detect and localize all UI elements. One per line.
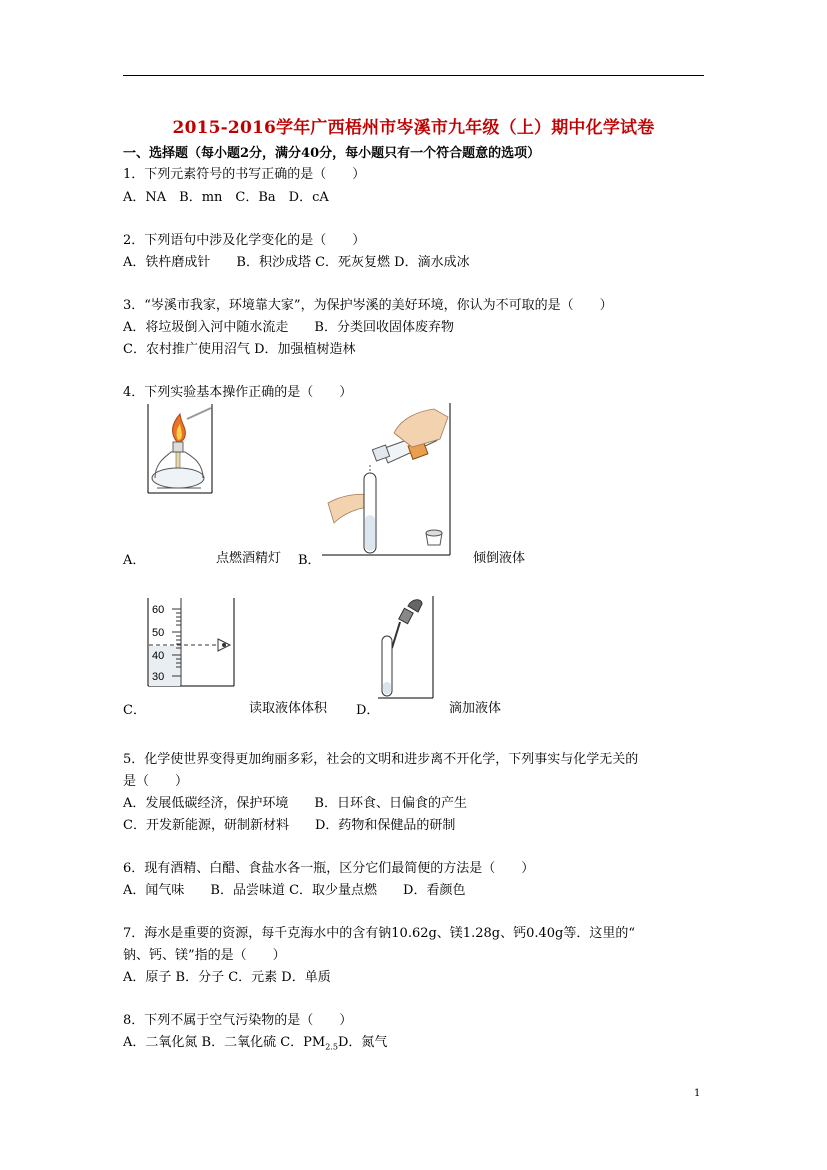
q4-option-a-label: A．	[123, 553, 146, 568]
q8-options	[123, 1034, 387, 1057]
q2-stem: 2．下列语句中涉及化学变化的是（ ）	[123, 233, 366, 248]
q8-options-pre: A．二氧化氮 B．二氧化硫 C．PM	[123, 1035, 326, 1050]
cylinder-tick-30: 30	[152, 671, 165, 683]
q4-option-d-caption: 滴加液体	[449, 701, 502, 716]
cylinder-tick-40: 40	[152, 650, 165, 662]
q1-options: A．NA B．mn C．Ba D．cA	[123, 190, 329, 205]
q3-stem: 3．“岑溪市我家，环境靠大家”，为保护岑溪的美好环境，你认为不可取的是（ ）	[123, 298, 613, 313]
cylinder-tick-50: 50	[152, 627, 165, 639]
q6-options: A．闻气味 B．品尝味道 C．取少量点燃 D．看颜色	[123, 883, 466, 898]
q8-options-sub: 2.5	[325, 1042, 338, 1052]
q3-options-cd: C．农村推广使用沼气 D．加强植树造林	[123, 342, 356, 357]
graduated-cylinder-figure	[146, 598, 236, 688]
q7-stem: 7．海水是重要的资源，每千克海水中的含有钠10.62g、镁1.28g、钙0.40g等．这里的“	[123, 926, 635, 941]
q5-options-cd: C．开发新能源，研制新材料 D．药物和保健品的研制	[123, 818, 456, 833]
alcohol-lamp-figure	[147, 404, 213, 494]
q4-option-d-label: D．	[356, 703, 380, 718]
section-heading: 一、选择题（每小题2分，满分40分，每小题只有一个符合题意的选项）	[123, 146, 541, 161]
q4-option-b-label: B．	[298, 553, 321, 568]
q5-stem: 5．化学使世界变得更加绚丽多彩，社会的文明和进步离不开化学，下列事实与化学无关的	[123, 752, 639, 767]
q4-option-a-caption: 点燃酒精灯	[216, 551, 282, 566]
q7-options: A．原子 B．分子 C．元素 D．单质	[123, 970, 331, 985]
page-number: 1	[694, 1088, 701, 1099]
q1-stem: 1．下列元素符号的书写正确的是（ ）	[123, 167, 366, 182]
q4-option-b-caption: 倾倒液体	[473, 551, 526, 566]
q4-stem: 4．下列实验基本操作正确的是（ ）	[123, 385, 353, 400]
q8-stem: 8．下列不属于空气污染物的是（ ）	[123, 1013, 353, 1028]
pouring-liquid-figure	[322, 403, 452, 557]
q4-option-c-caption: 读取液体体积	[249, 701, 328, 716]
q5-stem-cont: 是（ ）	[123, 774, 189, 789]
q6-stem: 6．现有酒精、白醋、食盐水各一瓶，区分它们最简便的方法是（ ）	[123, 861, 535, 876]
page-title: 2015-2016学年广西梧州市岑溪市九年级（上）期中化学试卷	[172, 118, 655, 138]
q7-stem-cont: 钠、钙、镁”指的是（ ）	[123, 948, 286, 963]
q3-options-ab: A．将垃圾倒入河中随水流走 B．分类回收固体废弃物	[123, 320, 454, 335]
cylinder-tick-60: 60	[152, 604, 165, 616]
q5-options-ab: A．发展低碳经济，保护环境 B．日环食、日偏食的产生	[123, 796, 467, 811]
q8-options-post: D．氮气	[337, 1035, 388, 1050]
q2-options: A．铁杵磨成针 B．积沙成塔 C．死灰复燃 D．滴水成冰	[123, 255, 470, 270]
q4-option-c-label: C．	[123, 703, 146, 718]
header-rule	[123, 75, 704, 76]
dropper-figure	[378, 596, 434, 700]
